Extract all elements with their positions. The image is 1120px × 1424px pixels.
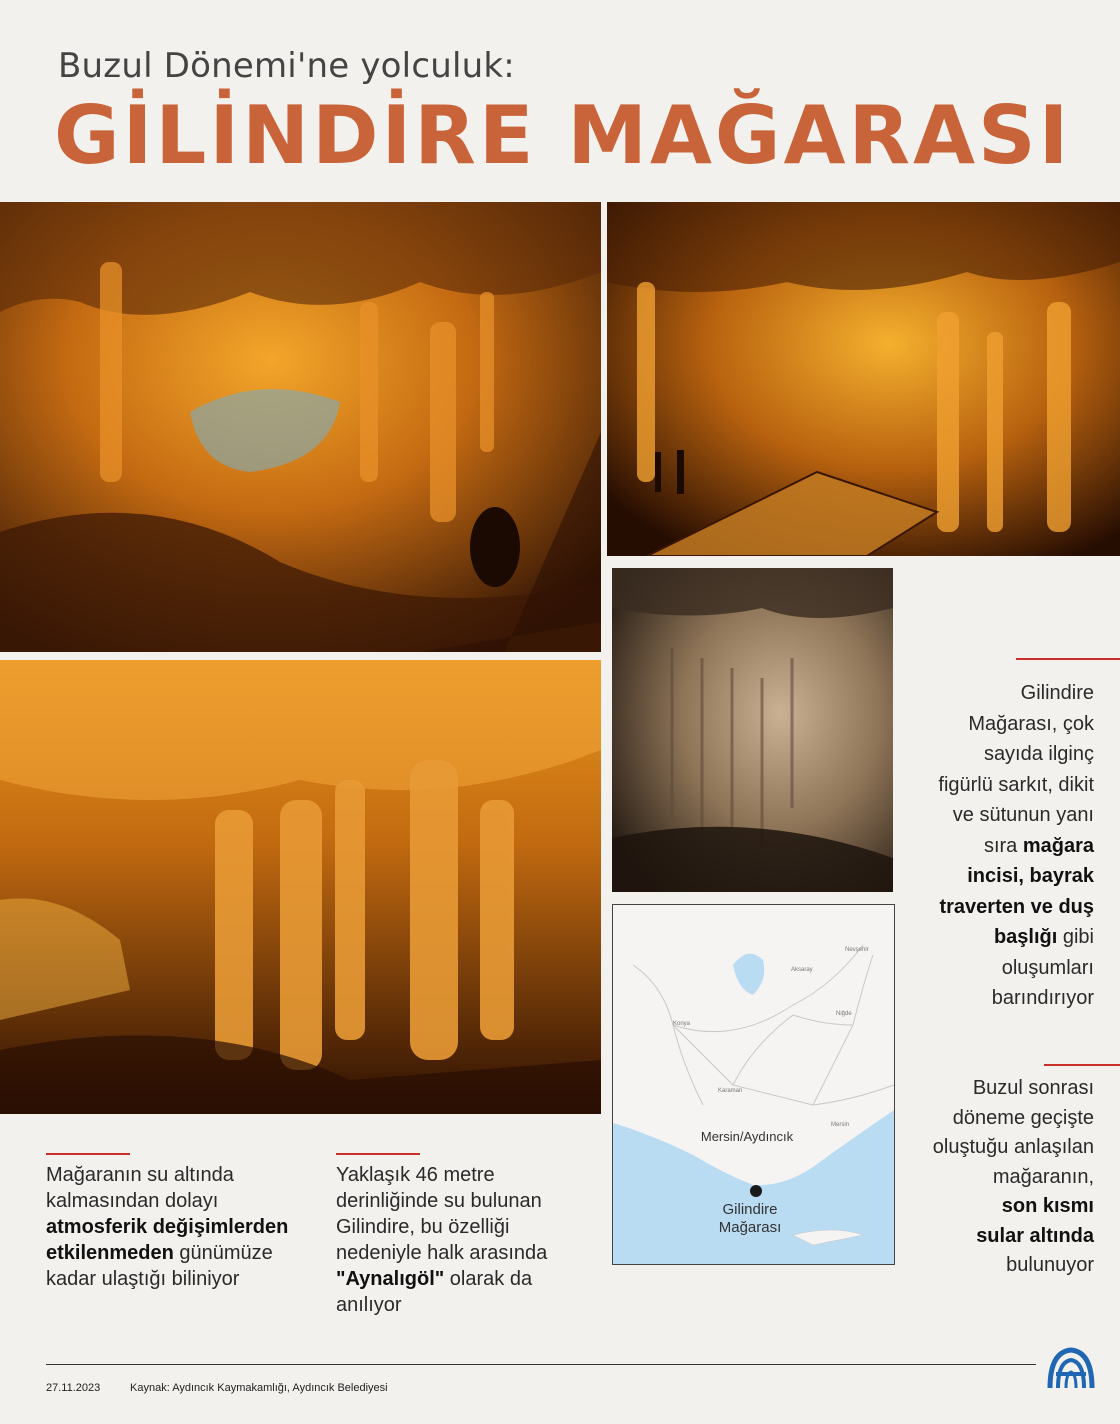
text-bold: son kısmı: [1001, 1195, 1094, 1217]
text-line: oluşumları: [1001, 956, 1094, 979]
text-line: sayıda ilginç: [983, 743, 1094, 765]
page-title: GİLİNDİRE MAĞARASI: [54, 89, 1072, 182]
cave-photo-4: [612, 568, 893, 892]
footer-divider: [46, 1364, 1036, 1365]
text-line: kalmasından dolayı: [46, 1190, 219, 1212]
text-line: ve sütunun yanı: [952, 804, 1094, 826]
text-bold: "Aynalıgöl": [336, 1268, 445, 1290]
text-span: sıra: [983, 834, 1023, 857]
text-line: Gilindire, bu özelliği: [336, 1216, 510, 1238]
text-line: anılıyor: [336, 1294, 402, 1316]
map-place-label: [685, 1201, 815, 1237]
text-line: nedeniyle halk arasında: [336, 1242, 548, 1264]
text-line: barındırıyor: [991, 987, 1094, 1009]
text-line: [904, 831, 1094, 862]
text-line: [904, 861, 1094, 892]
text-line: [904, 1192, 1094, 1222]
map-city-label: Niğde: [836, 1011, 852, 1017]
map-place-line: Mağarası: [718, 1219, 782, 1236]
divider: [1016, 658, 1120, 660]
text-span: günümüze: [173, 1242, 273, 1264]
text-bold: traverten ve duş: [939, 895, 1094, 918]
location-map: [612, 904, 895, 1265]
divider: [1044, 1064, 1120, 1066]
text-line: Mağarası, çok: [968, 712, 1094, 735]
text-bold: sular altında: [976, 1224, 1094, 1247]
text-bold: atmosferik değişimlerden: [46, 1216, 289, 1238]
text-line: mağaranın,: [992, 1165, 1094, 1188]
text-bold: mağara: [1022, 834, 1094, 857]
divider: [336, 1153, 420, 1155]
info-right-1: [904, 678, 1094, 1014]
text-bold: incisi, bayrak: [967, 865, 1094, 887]
text-span: gibi: [1057, 926, 1094, 948]
text-span: olarak da: [444, 1268, 533, 1290]
text-line: [46, 1240, 336, 1266]
map-place-line: Gilindire: [722, 1201, 778, 1218]
cave-photo-2: [607, 202, 1120, 556]
text-bold: etkilenmeden: [46, 1242, 174, 1264]
text-line: Yaklaşık 46 metre: [336, 1164, 495, 1186]
footer-date: 27.11.2023: [46, 1382, 101, 1394]
info-middle: [336, 1162, 596, 1318]
map-region-label: Mersin/Aydıncık: [700, 1129, 794, 1144]
divider: [46, 1153, 130, 1155]
text-line: derinliğinde su bulunan: [336, 1190, 542, 1212]
text-line: bulunuyor: [1006, 1254, 1094, 1276]
text-line: kadar ulaştığı biliniyor: [46, 1268, 240, 1290]
map-city-label: Nevşehir: [845, 947, 869, 953]
text-line: [336, 1266, 596, 1292]
info-right-2: [904, 1074, 1094, 1281]
aa-logo-icon: [1046, 1346, 1096, 1390]
text-line: [46, 1214, 336, 1240]
info-left: [46, 1162, 336, 1292]
cave-photo-3: [0, 660, 601, 1114]
text-line: [904, 1222, 1094, 1252]
page-subtitle: Buzul Dönemi'ne yolculuk:: [58, 46, 515, 86]
text-line: Buzul sonrası: [972, 1077, 1094, 1099]
text-line: oluştuğu anlaşılan: [932, 1136, 1094, 1158]
text-line: [904, 892, 1094, 923]
footer-source: Kaynak: Aydıncık Kaymakamlığı, Aydıncık Belediyesi: [130, 1382, 388, 1394]
text-line: [904, 922, 1094, 953]
text-bold: başlığı: [993, 926, 1058, 948]
map-city-label: Mersin: [831, 1122, 850, 1128]
text-line: figürlü sarkıt, dikit: [938, 773, 1094, 796]
text-line: döneme geçişte: [952, 1106, 1094, 1129]
text-line: Gilindire: [1020, 682, 1094, 704]
map-city-label: Karaman: [718, 1088, 743, 1094]
cave-photo-1: [0, 202, 601, 652]
map-city-label: Konya: [673, 1021, 691, 1027]
text-line: Mağaranın su altında: [46, 1164, 234, 1186]
map-city-label: Aksaray: [791, 967, 813, 973]
